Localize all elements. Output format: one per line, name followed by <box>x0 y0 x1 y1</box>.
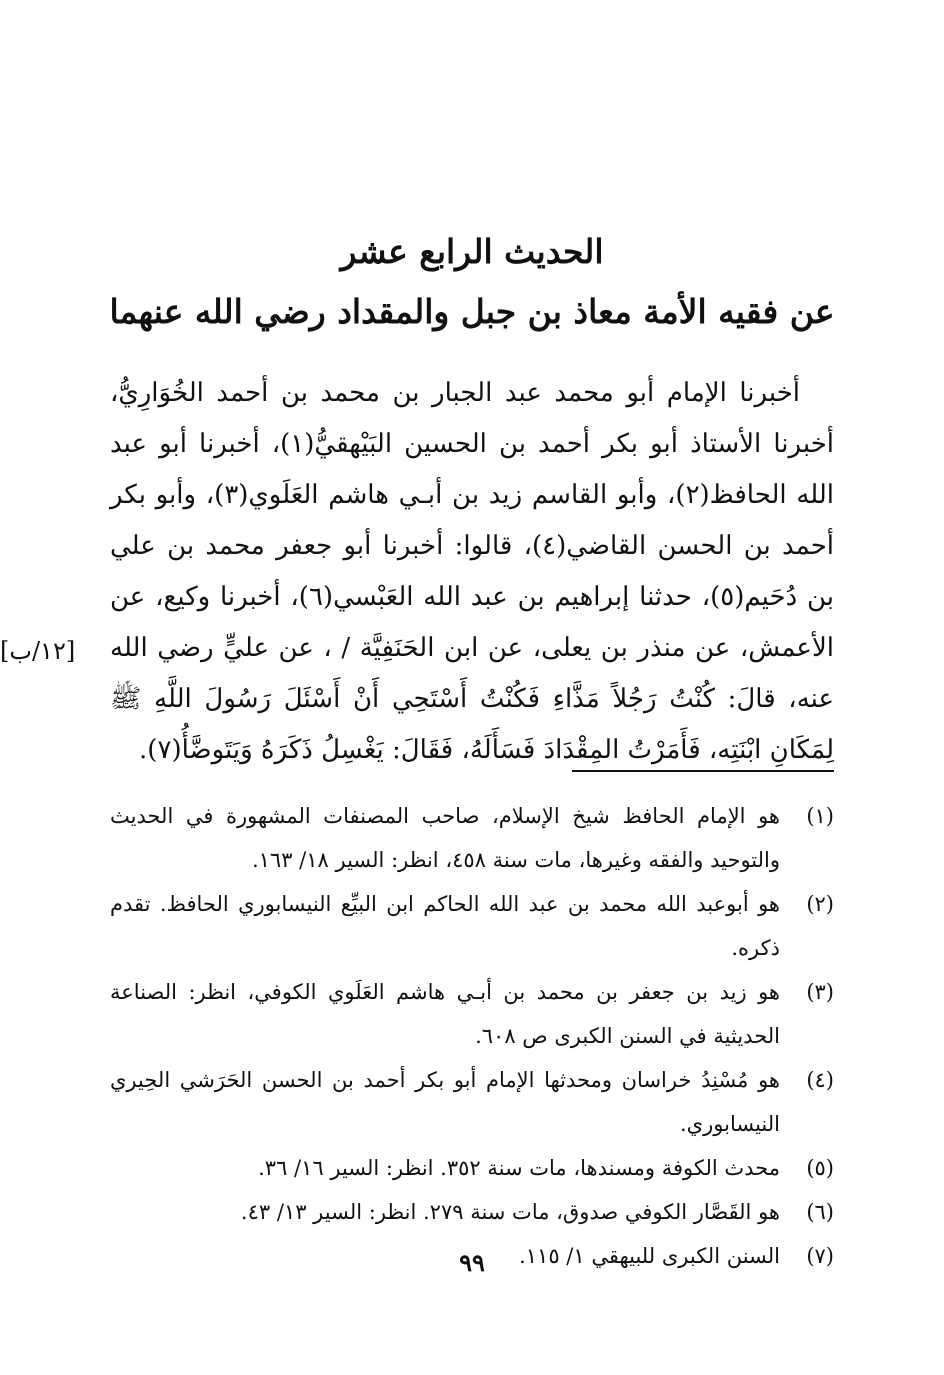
footnote-number: (٢) <box>806 892 834 916</box>
chapter-title: الحديث الرابع عشر <box>340 232 604 271</box>
footnote-item <box>110 1190 834 1234</box>
footnote-number: (٣) <box>806 980 834 1004</box>
footnote-item <box>110 1146 834 1190</box>
footnote-text: محدث الكوفة ومسندها، مات سنة ٣٥٢. انظر: السير ١٦/ ٣٦. <box>258 1156 780 1180</box>
footnote-text: هو القَصَّار الكوفي صدوق، مات سنة ٢٧٩. انظر: السير ١٣/ ٤٣. <box>240 1200 780 1224</box>
footnote-item <box>110 970 834 1058</box>
footnote-number: (٦) <box>806 1200 834 1224</box>
footnote-item <box>110 882 834 970</box>
hadith-paragraph: أخبرنا الإمام أبو محمد عبد الجبار بن محمد بن أحمد الخُوَارِيُّ، أخبرنا الأستاذ أبو بكر أحمد بن الحسين البَيْهقيُّ(١)، أخبرنا أبو عبد الله الحافظ(٢)، وأبو القاسم زيد بن أبـي هاشم العَلَوي(٣)، وأبو بكر أحمد بن الحسن القاضي(٤)، قالوا: أخبرنا أبو جعفر محمد بن علي بن دُحَيم(٥)، حدثنا إبراهيم بن عبد الله العَبْسي(٦)، أخبرنا وكيع، عن الأعمش، عن منذر بن يعلى، عن ابن الحَنَفِيَّة / ، عن عليٍّ رضي الله عنه، قالَ: كُنْتُ رَجُلاً مَذَّاءِ فَكُنْتُ أَسْتَحِي أَنْ أَسْئَلَ رَسُولَ اللَّهِ ﷺ لِمَكَانِ ابْنَتِه، فَأَمَرْتُ المِقْدَادَ فَسَأَلَهُ، فَقَالَ: يَغْسِلُ ذَكَرَهُ وَيَتَوضَّأُ(٧). <box>110 378 835 765</box>
footnote-item <box>110 1058 834 1146</box>
hadith-text-block <box>110 368 834 776</box>
footnote-number: (١) <box>806 804 834 828</box>
footnote-number: (٤) <box>806 1068 834 1092</box>
footnote-number: (٧) <box>806 1244 834 1268</box>
footnote-item <box>110 794 834 882</box>
footnote-text: السنن الكبرى للبيهقي ١/ ١١٥. <box>519 1244 780 1268</box>
footnote-text: هو زيد بن جعفر بن محمد بن أبـي هاشم العَلَوي الكوفي، انظر: الصناعة الحديثية في السنن الكبرى ص ٦٠٨. <box>110 980 780 1048</box>
footnote-text: هو مُسْنِدُ خراسان ومحدثها الإمام أبو بكر أحمد بن الحسن الحَرَشي الحِيري النيسابوري. <box>110 1068 780 1136</box>
page-number: ٩٩ <box>459 1248 485 1277</box>
chapter-subtitle: عن فقيه الأمة معاذ بن جبل والمقداد رضي الله عنهما <box>109 292 835 331</box>
footnotes-list <box>110 794 834 1278</box>
footnote-number: (٥) <box>806 1156 834 1180</box>
footnote-separator <box>572 770 834 772</box>
chapter-headings <box>60 222 884 342</box>
footnote-text: هو أبوعبد الله محمد بن عبد الله الحاكم ابن البيِّع النيسابوري الحافظ. تقدم ذكره. <box>110 892 780 960</box>
manuscript-folio-marker: [١٢/ب] <box>0 637 76 665</box>
footnote-text: هو الإمام الحافظ شيخ الإسلام، صاحب المصنفات المشهورة في الحديث والتوحيد والفقه وغيرها، مات سنة ٤٥٨، انظر: السير ١٨/ ١٦٣. <box>110 804 780 872</box>
